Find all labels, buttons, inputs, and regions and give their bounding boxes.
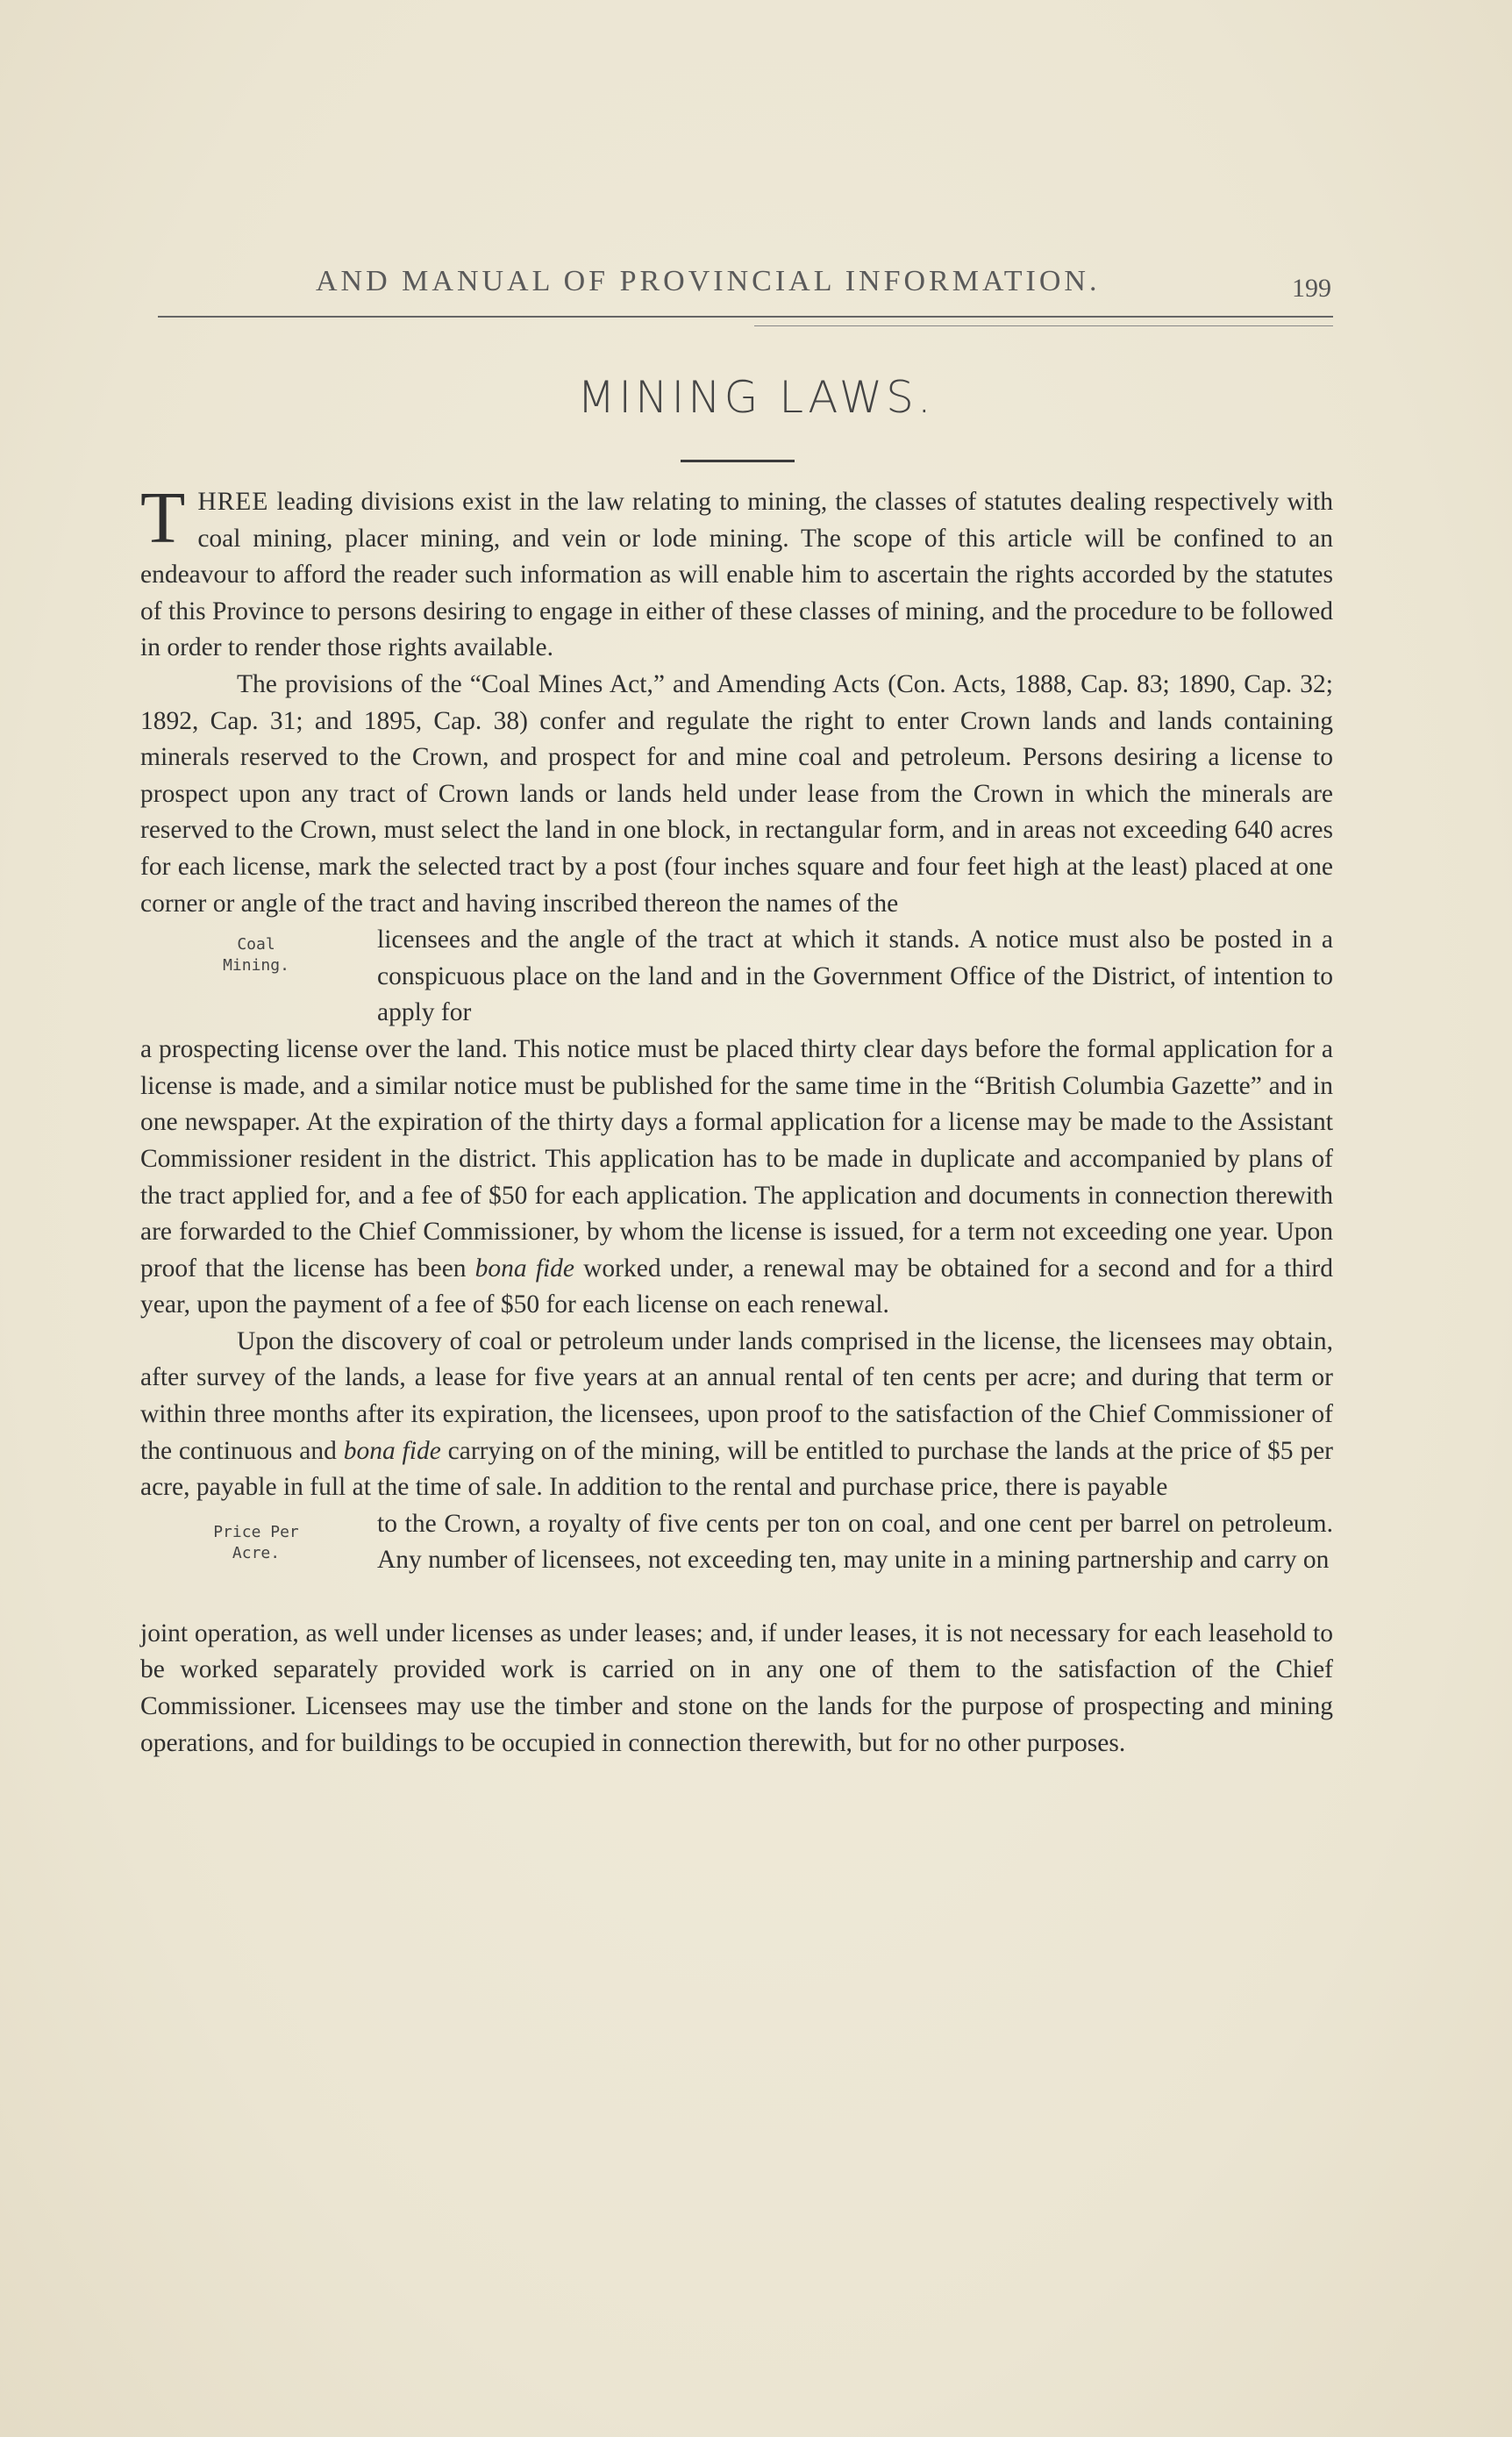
header-rule [158, 316, 1333, 318]
paragraph-3-continued [140, 1616, 1333, 1762]
running-title: AND MANUAL OF PROVINCIAL INFORMATION. [316, 265, 1101, 297]
paragraph-2-text-b: licensees and the angle of the tract at which it stands. A notice must also be posted in a conspicuous place on the land and in the Government Office of the District, of intention to apply for [377, 925, 1333, 1027]
article-body [140, 477, 1334, 1762]
sidenote-coal-mining-label: Coal Mining. [223, 935, 289, 976]
paragraph-2-continued [140, 1032, 1333, 1324]
paragraph-2-bona-fide: bona fide [474, 1254, 574, 1283]
paragraph-3-text-b: carrying on of the mining, will be entitled to purchase the lands at the price of $5 per acre, payable in full at the time of sale. In addition to the rental and purchase price, there is payable [140, 1436, 1333, 1502]
paragraph-1 [140, 477, 1333, 667]
paragraph-3-text-d: joint operation, as well under licenses as under leases; and, if under leases, it is not necessary for each leasehold to be worked separately provided work is carried on in any one of them to the satisfaction of the Chief Commissioner. Licensees may use the timber and stone on the lands for the purpose of prospecting and mining operations, and for buildings to be occupied in connection therewith, but for no other purposes. [140, 1619, 1333, 1757]
paragraph-3-sidenote-block [140, 1506, 1333, 1579]
sidenote-coal-mining [140, 922, 377, 1032]
paragraph-3-text-a: Upon the discovery of coal or petroleum under lands comprised in the license, the licensees may obtain, after survey of the lands, a lease for five years at an annual rental of ten cents per acre; and during that term or within three months after its expiration, the licensees, upon proof to the satisfaction of the Chief Commissioner of the continuous and [140, 1326, 1333, 1465]
sidenote-price-per-acre [140, 1506, 377, 1616]
paragraph-3-bona-fide: bona fide [343, 1436, 441, 1465]
title-rule [681, 460, 795, 462]
paragraph-1-text: leading divisions exist in the law relating to mining, the classes of statutes dealing respectively with coal mining, placer mining, and vein or lode mining. The scope of this article will be confined to an endeavour to afford the reader such information as will enable him to ascertain the rights accorded by the statutes of this Province to persons desiring to engage in either of these classes of mining, and the procedure to be followed in order to render those rights available. [140, 488, 1333, 662]
page-number: 199 [1292, 274, 1331, 303]
section-title: MINING LAWS. [577, 372, 935, 423]
paragraph-2-text-d: worked under, a renewal may be obtained for a second and for a third year, upon the payment of a fee of $50 for each license on each renewal. [140, 1254, 1334, 1319]
paragraph-2-sidenote-block [140, 922, 1333, 1032]
paragraph-2-text-a: The provisions of the “Coal Mines Act,” and Amending Acts (Con. Acts, 1888, Cap. 83; 1890, Cap. 32; 1892, Cap. 31; and 1895, Cap. 38) confer and regulate the right to enter Crown lands and lands containing minerals reserved to the Crown, and prospect for and mine coal and petroleum. Persons desiring a license to prospect upon any tract of Crown lands or lands held under lease from the Crown in which the minerals are reserved to the Crown, must select the land in one block, in rectangular form, and in areas not exceeding 640 acres for each license, mark the selected tract by a post (four inches square and four feet high at the least) placed at one corner or angle of the tract and having inscribed thereon the names of the [140, 669, 1333, 918]
drop-cap: T [140, 477, 186, 559]
lead-caps: HREE [197, 488, 269, 516]
paragraph-3 [140, 1324, 1333, 1506]
header-rule-secondary [754, 325, 1333, 326]
paragraph-2 [140, 667, 1333, 922]
running-head [0, 265, 1512, 318]
paragraph-3-text-c: to the Crown, a royalty of five cents per ton on coal, and one cent per barrel on petroleum. Any number of licensees, not exceeding ten, may unite in a mining partnership and carry on [377, 1509, 1333, 1575]
sidenote-price-per-acre-label: Price Per Acre. [213, 1522, 299, 1562]
paragraph-2-text-c: a prospecting license over the land. This notice must be placed thirty clear days before the formal application for a license is made, and a similar notice must be published for the same time in the “British Columbia Gazette” and in one newspaper. At the expiration of the thirty days a formal application for a license may be made to the Assistant Commissioner resident in the district. This application has to be made in duplicate and accompanied by plans of the tract applied for, and a fee of $50 for each application. The application and documents in connection therewith are forwarded to the Chief Commissioner, by whom the license is issued, for a term not exceeding one year. Upon proof that the license has been [140, 1035, 1333, 1283]
